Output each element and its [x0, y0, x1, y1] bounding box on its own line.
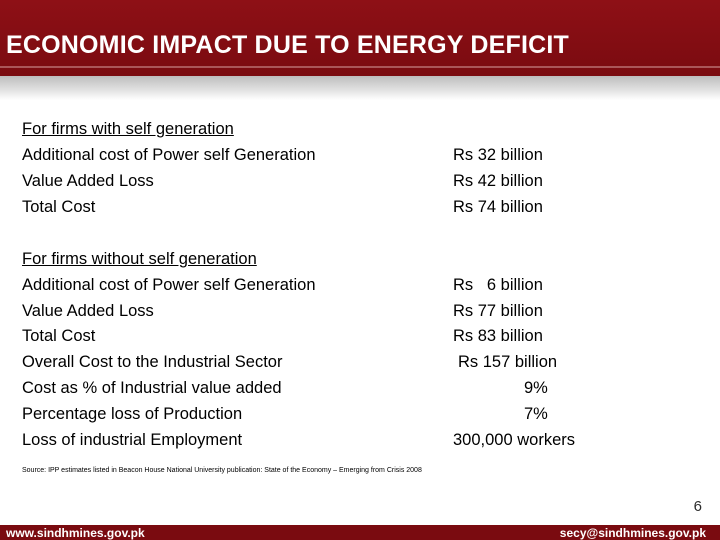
section2-row-value: Rs 77 billion: [453, 302, 543, 320]
source-note: Source: IPP estimates listed in Beacon House National University publication: State of the Economy – Emerging from Crisis 2008: [22, 467, 422, 474]
footer-email-link[interactable]: secy@sindhmines.gov.pk: [559, 526, 706, 540]
section1-row-value: Rs 42 billion: [453, 172, 543, 190]
section1-row-label: Value Added Loss: [22, 172, 154, 190]
section2-row-value: 7%: [524, 405, 548, 423]
section2-row-label: Cost as % of Industrial value added: [22, 379, 282, 397]
slide-title: ECONOMIC IMPACT DUE TO ENERGY DEFICIT: [6, 31, 569, 59]
header-grey-strip: [0, 76, 720, 100]
page-number: 6: [693, 498, 702, 515]
section2-row-value: 300,000 workers: [453, 431, 575, 449]
section2-row-label: Value Added Loss: [22, 302, 154, 320]
section2-row-value: Rs 157 billion: [458, 353, 558, 371]
section2-heading: For firms without self generation: [22, 250, 257, 268]
section1-row-label: Total Cost: [22, 198, 96, 216]
section1-heading: For firms with self generation: [22, 120, 234, 138]
footer-website-link[interactable]: www.sindhmines.gov.pk: [6, 526, 145, 540]
section2-row-value: Rs 83 billion: [453, 327, 543, 345]
section2-row-label: Percentage loss of Production: [22, 405, 243, 423]
section2-row-label: Total Cost: [22, 327, 96, 345]
section2-row-value: Rs 6 billion: [453, 276, 543, 294]
section2-row-value: 9%: [524, 379, 548, 397]
section1-row-label: Additional cost of Power self Generation: [22, 146, 316, 164]
title-bar-line: [0, 66, 720, 68]
section2-row-label: Additional cost of Power self Generation: [22, 276, 316, 294]
section1-row-value: Rs 32 billion: [453, 146, 543, 164]
section2-row-label: Loss of industrial Employment: [22, 431, 243, 449]
section2-row-label: Overall Cost to the Industrial Sector: [22, 353, 283, 371]
footer-bar: [0, 525, 720, 540]
title-bar: [0, 0, 720, 76]
section1-row-value: Rs 74 billion: [453, 198, 543, 216]
